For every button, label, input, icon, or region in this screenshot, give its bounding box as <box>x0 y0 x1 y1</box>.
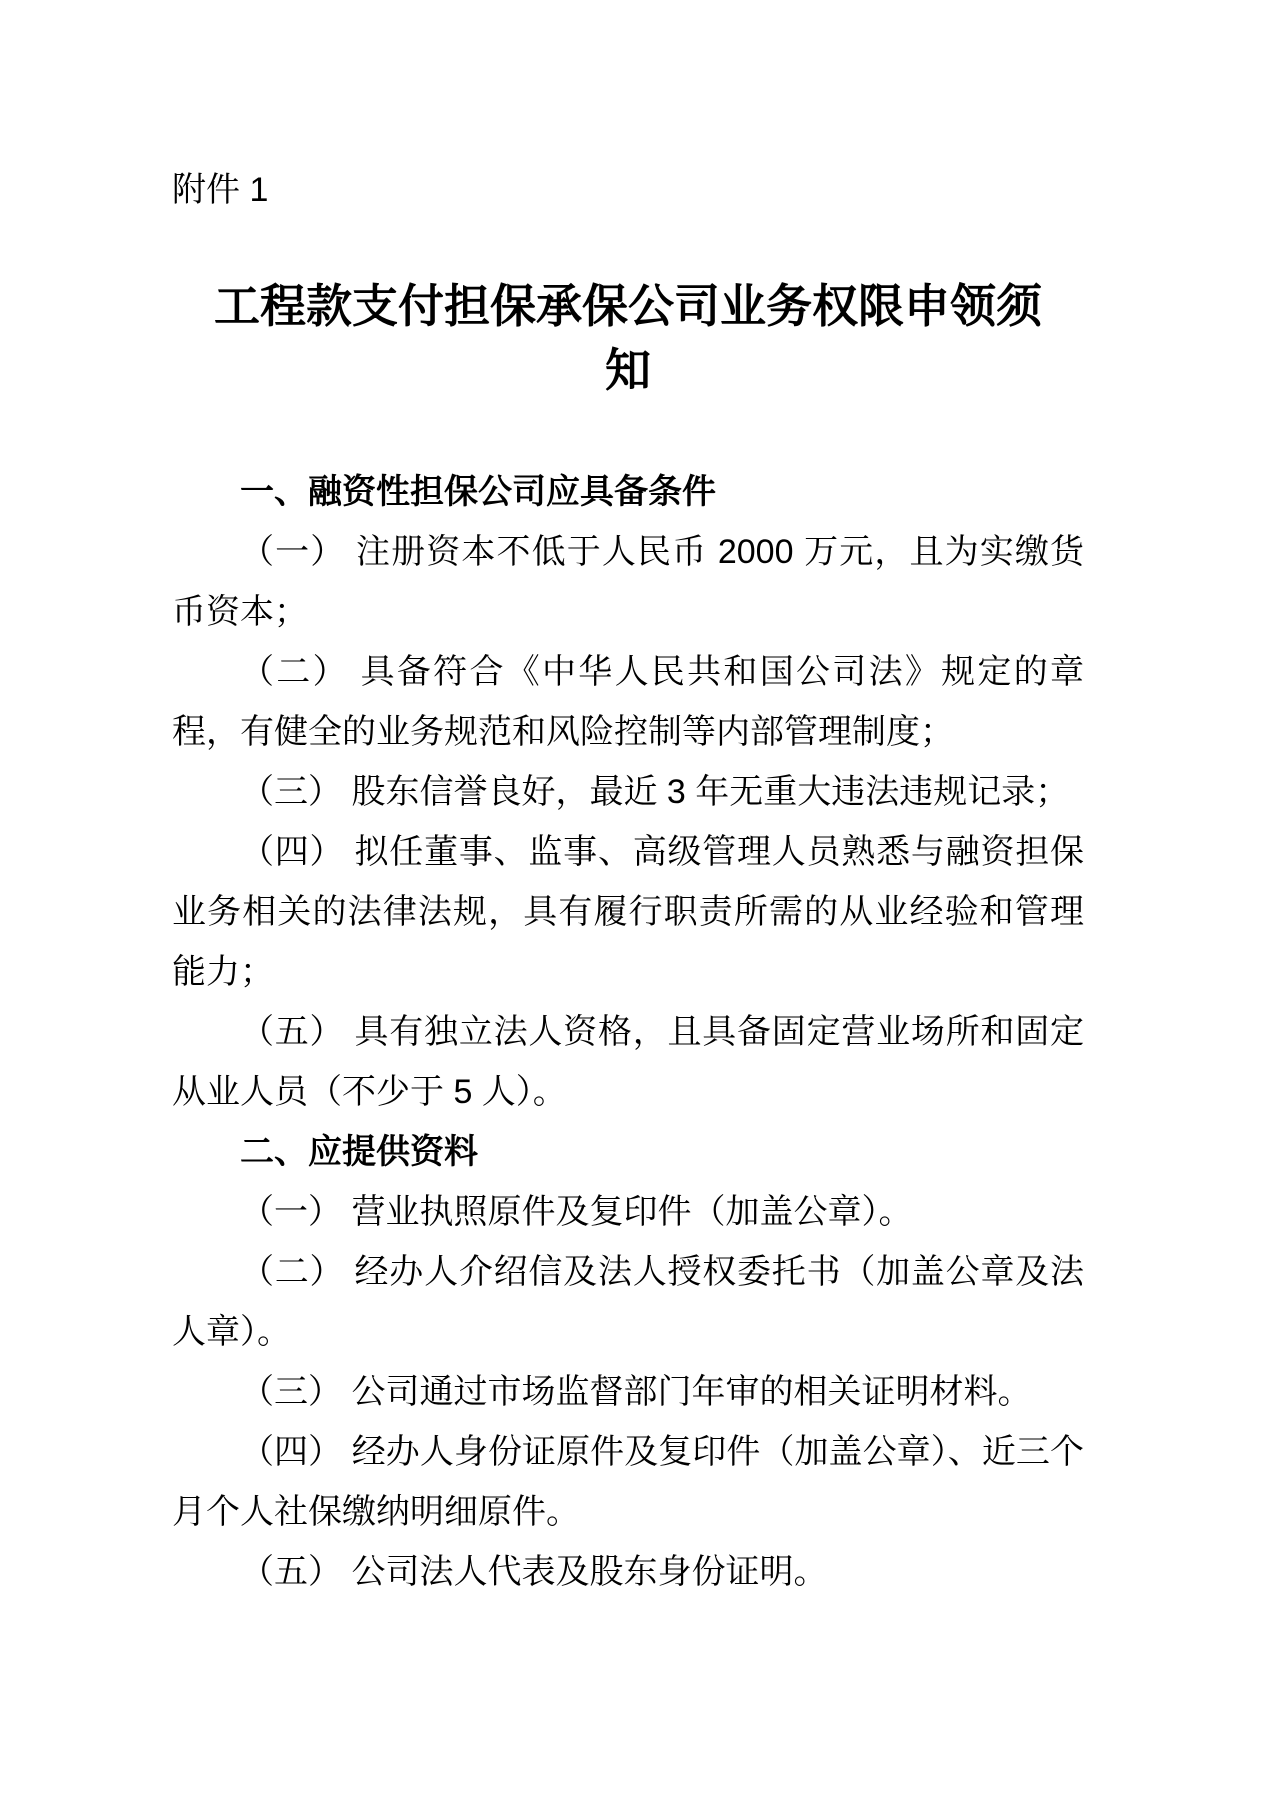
list-item: （五） 具有独立法人资格，且具备固定营业场所和固定从业人员（不少于 5 人）。 <box>172 1013 1084 1111</box>
attachment-label: 附件 1 <box>172 171 269 209</box>
list-item: （四） 经办人身份证原件及复印件（加盖公章）、近三个月个人社保缴纳明细原件。 <box>172 1433 1084 1531</box>
list-item: （四） 拟任董事、监事、高级管理人员熟悉与融资担保业务相关的法律法规，具有履行职责所需的从业经验和管理能力； <box>172 833 1084 991</box>
list-item: （一） 注册资本不低于人民币 2000 万元，且为实缴货币资本； <box>172 533 1084 631</box>
list-item: （一） 营业执照原件及复印件（加盖公章）。 <box>240 1193 913 1231</box>
list-item: （五） 公司法人代表及股东身份证明。 <box>240 1553 828 1591</box>
document-title: 工程款支付担保承保公司业务权限申领须知 <box>214 280 1042 396</box>
list-item: （二） 经办人介绍信及法人授权委托书（加盖公章及法人章）。 <box>172 1253 1084 1351</box>
section-heading-materials: 二、应提供资料 <box>240 1133 478 1171</box>
list-item: （二） 具备符合《中华人民共和国公司法》规定的章程，有健全的业务规范和风险控制等内部管理制度； <box>172 653 1084 751</box>
list-item: （三） 公司通过市场监督部门年审的相关证明材料。 <box>240 1373 1032 1411</box>
list-item: （三） 股东信誉良好，最近 3 年无重大违法违规记录； <box>240 773 1070 811</box>
document-body <box>172 462 1084 1602</box>
section-heading-conditions: 一、融资性担保公司应具备条件 <box>240 473 716 511</box>
